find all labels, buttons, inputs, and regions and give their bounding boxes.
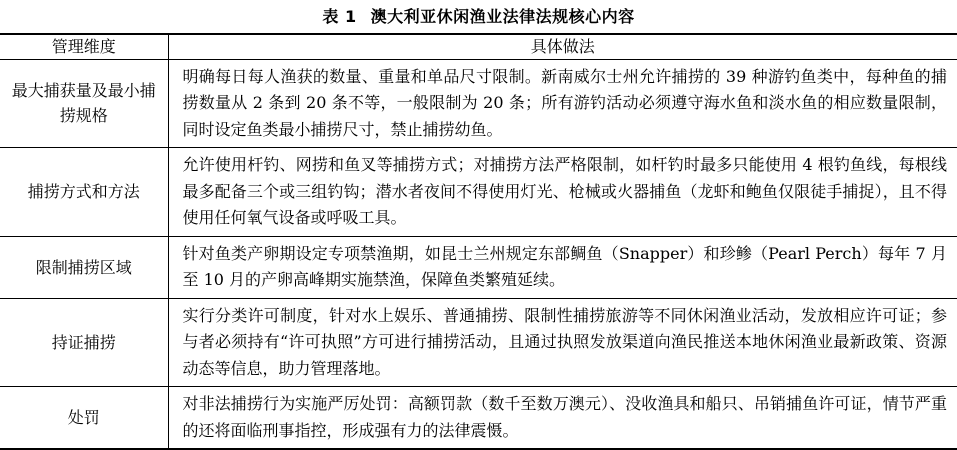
table-caption bbox=[0, 0, 957, 33]
table-title: 澳大利亚休闲渔业法律法规核心内容 bbox=[370, 7, 635, 26]
row-practice: 明确每日每人渔获的数量、重量和单品尺寸限制。新南威尔士州允许捕捞的 39 种游钓鱼类中，每种鱼的捕捞数量从 2 条到 20 条不等，一般限制为 20 条；所有游钓活动必须遵守海水鱼和淡水鱼的相应数量限制，同时设定鱼类最小捕捞尺寸，禁止捕捞幼鱼。 bbox=[168, 59, 957, 148]
table-row bbox=[0, 387, 957, 450]
table-row bbox=[0, 298, 957, 387]
row-practice: 允许使用杆钓、网捞和鱼叉等捕捞方式；对捕捞方法严格限制，如杆钓时最多只能使用 4 根钓鱼线，每根线最多配备三个或三组钓钩；潜水者夜间不得使用灯光、枪械或火器捕鱼（龙虾和鲍鱼仅限徒手捕捉），且不得使用任何氧气设备或呼吸工具。 bbox=[168, 148, 957, 237]
row-dimension: 持证捕捞 bbox=[0, 298, 168, 387]
row-dimension: 最大捕获量及最小捕捞规格 bbox=[0, 59, 168, 148]
table-row bbox=[0, 236, 957, 298]
table-row bbox=[0, 59, 957, 148]
row-dimension: 处罚 bbox=[0, 387, 168, 450]
row-practice: 针对鱼类产卵期设定专项禁渔期，如昆士兰州规定东部鲷鱼（Snapper）和珍鲹（Pearl Perch）每年 7 月至 10 月的产卵高峰期实施禁渔，保障鱼类繁殖延续。 bbox=[168, 236, 957, 298]
row-practice: 实行分类许可制度，针对水上娱乐、普通捕捞、限制性捕捞旅游等不同休闲渔业活动，发放相应许可证；参与者必须持有“许可执照”方可进行捕捞活动，且通过执照发放渠道向渔民推送本地休闲渔业最新政策、资源动态等信息，助力管理落地。 bbox=[168, 298, 957, 387]
column-header-dimension: 管理维度 bbox=[0, 34, 168, 59]
column-header-practice: 具体做法 bbox=[168, 34, 957, 59]
row-practice: 对非法捕捞行为实施严厉处罚：高额罚款（数千至数万澳元）、没收渔具和船只、吊销捕鱼许可证，情节严重的还将面临刑事指控，形成强有力的法律震慑。 bbox=[168, 387, 957, 450]
row-dimension: 捕捞方式和方法 bbox=[0, 148, 168, 237]
regulations-table bbox=[0, 33, 957, 450]
table-row bbox=[0, 148, 957, 237]
table-number: 表 1 bbox=[322, 7, 357, 26]
row-dimension: 限制捕捞区域 bbox=[0, 236, 168, 298]
table-header-row bbox=[0, 34, 957, 59]
